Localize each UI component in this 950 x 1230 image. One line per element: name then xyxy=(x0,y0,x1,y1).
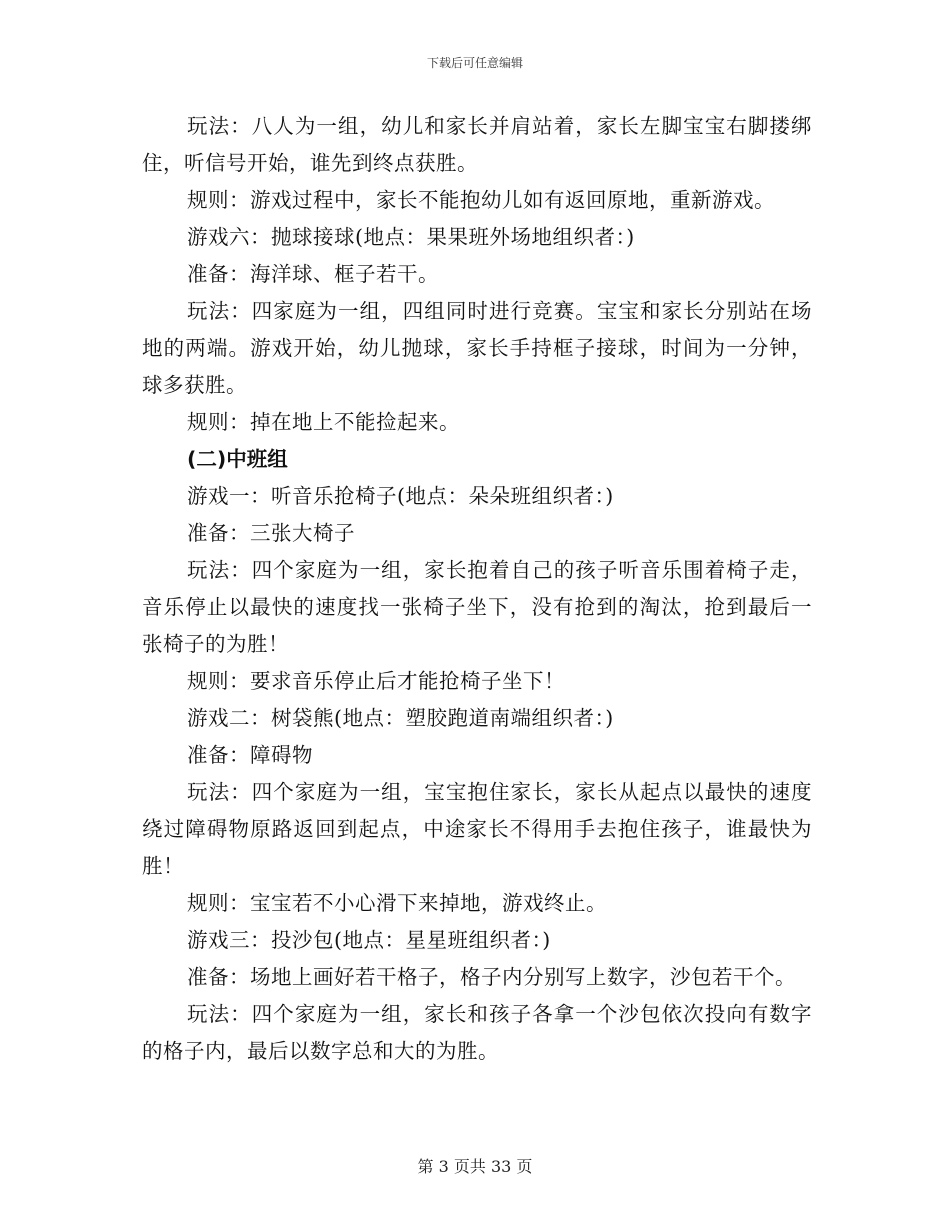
paragraph: 玩法：八人为一组，幼儿和家长并肩站着，家长左脚宝宝右脚搂绑住，听信号开始，谁先到终点获胜。 xyxy=(142,114,812,175)
page-footer: 第 3 页共 33 页 xyxy=(417,1157,533,1176)
paragraph: 玩法：四个家庭为一组，家长和孩子各拿一个沙包依次投向有数字的格子内，最后以数字总和大的为胜。 xyxy=(142,1002,812,1063)
paragraph: 规则：游戏过程中，家长不能抱幼儿如有返回原地，重新游戏。 xyxy=(187,188,775,212)
paragraph: 规则：宝宝若不小心滑下来掉地，游戏终止。 xyxy=(187,891,607,915)
paragraph: 规则：掉在地上不能捡起来。 xyxy=(187,410,460,434)
page-header: 下载后可任意编辑 xyxy=(426,56,523,70)
section-heading: (二)中班组 xyxy=(187,447,288,471)
paragraph: 游戏一：听音乐抢椅子(地点：朵朵班组织者：) xyxy=(187,484,614,508)
paragraph: 游戏六：抛球接球(地点：果果班外场地组织者：) xyxy=(187,225,635,249)
paragraph: 玩法：四家庭为一组，四组同时进行竞赛。宝宝和家长分别站在场地的两端。游戏开始，幼儿抛球，家长手持框子接球，时间为一分钟，球多获胜。 xyxy=(142,299,812,397)
paragraph: 准备：三张大椅子 xyxy=(187,521,355,545)
paragraph: 准备：场地上画好若干格子，格子内分别写上数字，沙包若干个。 xyxy=(187,965,796,989)
paragraph: 玩法：四个家庭为一组，宝宝抱住家长，家长从起点以最快的速度绕过障碍物原路返回到起点，中途家长不得用手去抱住孩子，谁最快为胜！ xyxy=(142,780,812,878)
paragraph: 准备：障碍物 xyxy=(187,743,313,767)
paragraph: 玩法：四个家庭为一组，家长抱着自己的孩子听音乐围着椅子走，音乐停止以最快的速度找一张椅子坐下，没有抢到的淘汰，抢到最后一张椅子的为胜！ xyxy=(142,558,812,656)
paragraph: 准备：海洋球、框子若干。 xyxy=(187,262,439,286)
paragraph: 游戏二：树袋熊(地点：塑胶跑道南端组织者：) xyxy=(187,706,614,730)
document-body xyxy=(142,108,812,1070)
paragraph: 规则：要求音乐停止后才能抢椅子坐下！ xyxy=(187,669,565,693)
paragraph: 游戏三：投沙包(地点：星星班组织者：) xyxy=(187,928,551,952)
